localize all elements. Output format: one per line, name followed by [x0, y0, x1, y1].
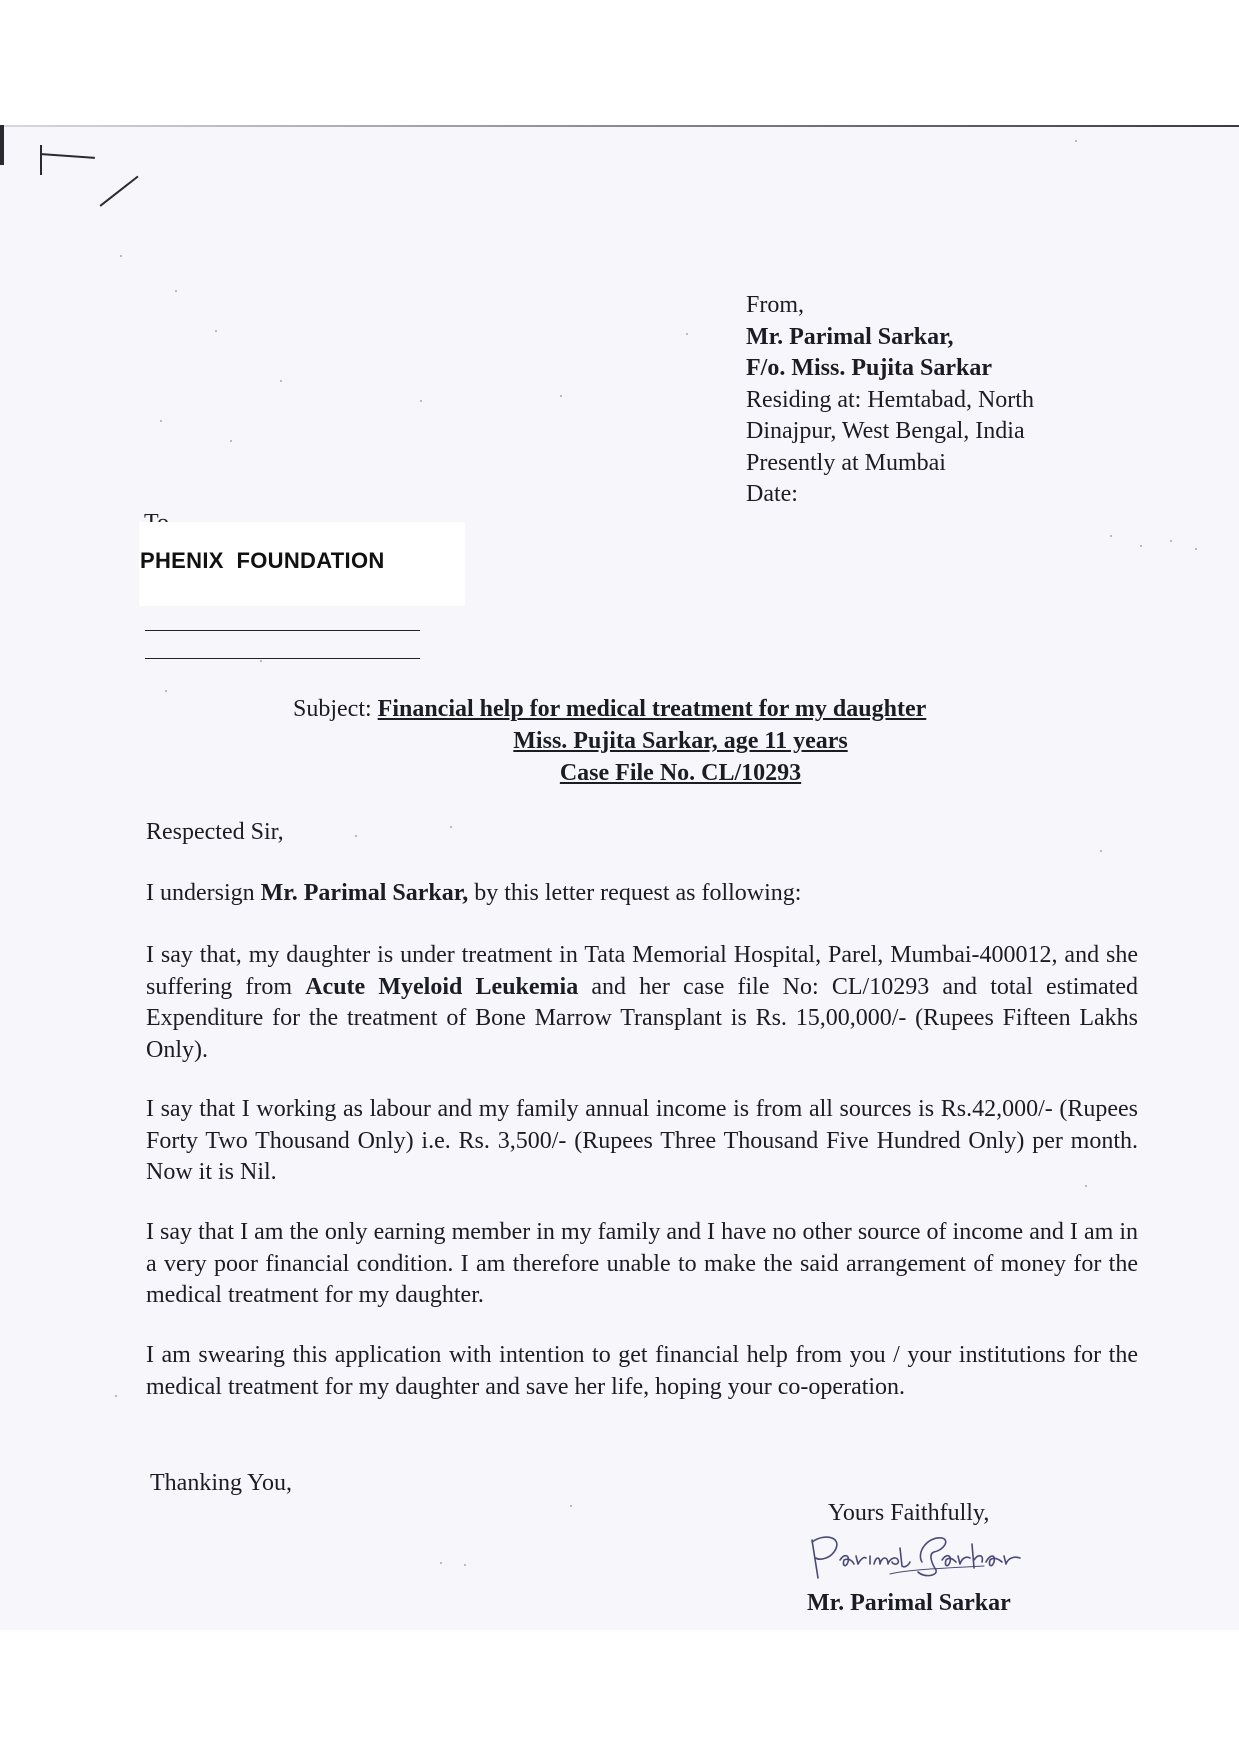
scan-speckle [120, 255, 122, 257]
scan-speckle [260, 660, 262, 662]
scan-speckle [175, 290, 177, 292]
sender-address-line2: Dinajpur, West Bengal, India [746, 418, 1025, 444]
subject-line [293, 694, 926, 725]
sender-name: Mr. Parimal Sarkar, [746, 323, 954, 350]
scan-speckle [560, 395, 562, 397]
scan-speckle [1075, 140, 1077, 142]
scan-speckle [686, 333, 688, 335]
scan-left-edge [0, 125, 4, 165]
scan-speckle [280, 380, 282, 382]
subject-text-line2: Miss. Pujita Sarkar, age 11 years [513, 728, 848, 754]
address-blank-line [145, 658, 420, 659]
scan-speckle [570, 1505, 572, 1507]
scan-speckle [1110, 535, 1112, 537]
from-label: From, [746, 292, 805, 318]
sender-block [746, 290, 1034, 511]
salutation: Respected Sir, [146, 819, 284, 845]
subject-text-line1: Financial help for medical treatment for my daughter [377, 696, 927, 722]
handwritten-signature [804, 1530, 1054, 1586]
paragraph-financial-condition: I say that I am the only earning member in my family and I have no other source of income and I am in a very poor financial condition. I am therefore unable to make the said arrangement of money for the medical treatment for my daughter. [146, 1219, 1138, 1308]
scan-speckle [215, 330, 217, 332]
signer-name: Mr. Parimal Sarkar [807, 1590, 1011, 1616]
subject-text-line3-row [0, 758, 1239, 789]
paragraph-treatment [146, 940, 1138, 1066]
scan-speckle [160, 420, 162, 422]
scan-speckle [230, 440, 232, 442]
scan-speckle [440, 1562, 442, 1564]
subject-label: Subject: [293, 696, 372, 722]
scan-speckle [464, 1564, 466, 1566]
sign-off: Yours Faithfully, [828, 1500, 990, 1526]
sender-relation: F/o. Miss. Pujita Sarkar [746, 355, 992, 381]
paragraph-request: I am swearing this application with intention to get financial help from you / your institutions for the medical treatment for my daughter and save her life, hoping your co-operation. [146, 1342, 1138, 1400]
address-blank-line [145, 630, 420, 631]
pen-mark [40, 145, 42, 175]
paragraph-treatment-part2: and her case file No: CL/10293 and total estimated Expenditure for the treatment of Bone Marrow Transplant is Rs. 15,00,000/- (Rupees Fifteen Lakhs Only). [146, 973, 1139, 1063]
thanking-line: Thanking You, [150, 1470, 293, 1496]
scan-speckle [355, 835, 357, 837]
subject-case-file: Case File No. CL/10293 [559, 760, 802, 786]
sender-address-line1: Residing at: Hemtabad, North [746, 386, 1034, 413]
subject-text-line2-row [0, 726, 1239, 757]
scan-speckle [1100, 850, 1102, 852]
paragraph-treatment-part1: I say that, my daughter is under treatment in Tata Memorial Hospital, Parel, Mumbai-400012, and she suffering from [146, 942, 1138, 1000]
intro-prefix: I undersign [146, 880, 261, 906]
date-label: Date: [746, 481, 798, 507]
intro-suffix: by this letter request as following: [468, 880, 802, 906]
scan-speckle [165, 690, 167, 692]
scan-speckle [1170, 540, 1172, 542]
intro-line [146, 878, 801, 909]
sender-location: Presently at Mumbai [746, 449, 946, 476]
scan-speckle [420, 400, 422, 402]
scan-top-edge [0, 125, 1239, 127]
scan-speckle [450, 826, 452, 828]
diagnosis: Acute Myeloid Leukemia [305, 973, 579, 1000]
scan-speckle [1140, 545, 1142, 547]
scan-speckle [115, 1395, 117, 1397]
recipient-name: PHENIX FOUNDATION [140, 548, 385, 573]
scan-speckle [1195, 548, 1197, 550]
paragraph-income: I say that I working as labour and my family annual income is from all sources is Rs.42,000/- (Rupees Forty Two Thousand Only) i.e. Rs. 3,500/- (Rupees Three Thousand Five Hundred Only) per month. Now it is Nil. [146, 1096, 1138, 1185]
intro-name: Mr. Parimal Sarkar, [260, 880, 469, 906]
